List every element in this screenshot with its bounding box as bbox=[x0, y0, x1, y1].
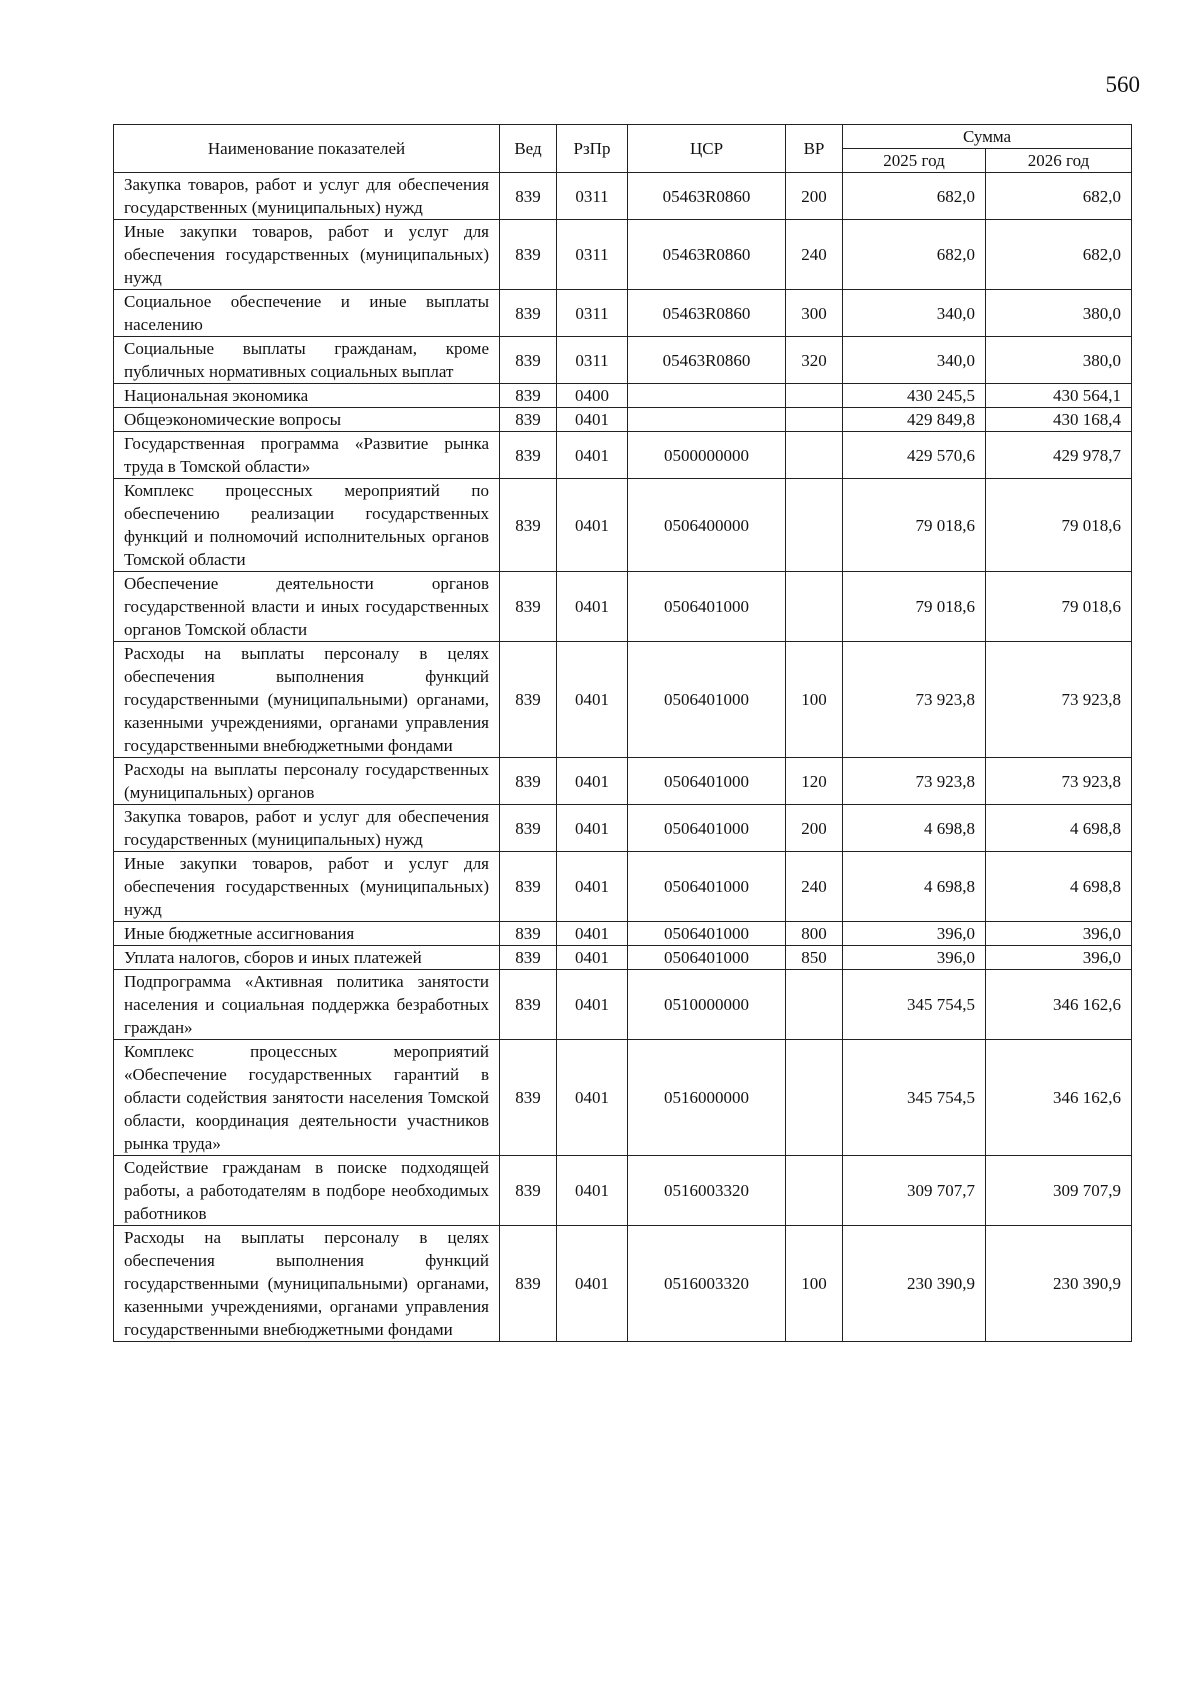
cell-csr: 05463R0860 bbox=[628, 220, 786, 290]
cell-y2026: 396,0 bbox=[986, 922, 1132, 946]
cell-name: Расходы на выплаты персоналу в целях обеспечения выполнения функций государственными (муниципальными) органами, казенными учреждениями, органами управления государственными внебюджетными фондами bbox=[114, 642, 500, 758]
cell-csr: 0500000000 bbox=[628, 432, 786, 479]
cell-csr: 0506401000 bbox=[628, 852, 786, 922]
cell-csr: 0506401000 bbox=[628, 758, 786, 805]
cell-ved: 839 bbox=[500, 220, 557, 290]
cell-name: Комплекс процессных мероприятий по обеспечению реализации государственных функций и полномочий исполнительных органов Томской области bbox=[114, 479, 500, 572]
cell-y2026: 396,0 bbox=[986, 946, 1132, 970]
cell-rzpr: 0401 bbox=[557, 1156, 628, 1226]
cell-ved: 839 bbox=[500, 384, 557, 408]
cell-rzpr: 0401 bbox=[557, 758, 628, 805]
cell-vr bbox=[786, 384, 843, 408]
cell-ved: 839 bbox=[500, 970, 557, 1040]
table-row bbox=[114, 384, 1132, 408]
cell-y2025: 429 849,8 bbox=[843, 408, 986, 432]
cell-name: Обеспечение деятельности органов государственной власти и иных государственных органов Томской области bbox=[114, 572, 500, 642]
cell-y2026: 682,0 bbox=[986, 173, 1132, 220]
cell-vr bbox=[786, 1156, 843, 1226]
budget-table bbox=[113, 124, 1132, 1342]
cell-y2026: 346 162,6 bbox=[986, 970, 1132, 1040]
cell-csr: 0506401000 bbox=[628, 572, 786, 642]
header-2025: 2025 год bbox=[843, 149, 986, 173]
cell-csr: 0506401000 bbox=[628, 922, 786, 946]
table-row bbox=[114, 173, 1132, 220]
cell-y2025: 340,0 bbox=[843, 290, 986, 337]
cell-rzpr: 0401 bbox=[557, 922, 628, 946]
cell-ved: 839 bbox=[500, 408, 557, 432]
cell-vr bbox=[786, 432, 843, 479]
cell-csr bbox=[628, 408, 786, 432]
cell-vr: 850 bbox=[786, 946, 843, 970]
cell-y2026: 4 698,8 bbox=[986, 805, 1132, 852]
cell-y2025: 73 923,8 bbox=[843, 642, 986, 758]
table-row bbox=[114, 479, 1132, 572]
table-row bbox=[114, 1040, 1132, 1156]
cell-y2025: 4 698,8 bbox=[843, 852, 986, 922]
cell-name: Иные бюджетные ассигнования bbox=[114, 922, 500, 946]
cell-vr bbox=[786, 408, 843, 432]
table-row bbox=[114, 1226, 1132, 1342]
cell-rzpr: 0401 bbox=[557, 432, 628, 479]
cell-y2026: 380,0 bbox=[986, 290, 1132, 337]
cell-ved: 839 bbox=[500, 173, 557, 220]
table-row bbox=[114, 970, 1132, 1040]
cell-name: Социальные выплаты гражданам, кроме публичных нормативных социальных выплат bbox=[114, 337, 500, 384]
cell-name: Подпрограмма «Активная политика занятости населения и социальная поддержка безработных граждан» bbox=[114, 970, 500, 1040]
cell-name: Иные закупки товаров, работ и услуг для обеспечения государственных (муниципальных) нужд bbox=[114, 852, 500, 922]
cell-name: Уплата налогов, сборов и иных платежей bbox=[114, 946, 500, 970]
cell-y2026: 430 168,4 bbox=[986, 408, 1132, 432]
cell-csr: 05463R0860 bbox=[628, 173, 786, 220]
cell-y2025: 4 698,8 bbox=[843, 805, 986, 852]
cell-rzpr: 0400 bbox=[557, 384, 628, 408]
cell-y2026: 346 162,6 bbox=[986, 1040, 1132, 1156]
cell-name: Иные закупки товаров, работ и услуг для обеспечения государственных (муниципальных) нужд bbox=[114, 220, 500, 290]
header-name: Наименование показателей bbox=[114, 125, 500, 173]
cell-y2026: 4 698,8 bbox=[986, 852, 1132, 922]
cell-csr: 0506400000 bbox=[628, 479, 786, 572]
table-row bbox=[114, 805, 1132, 852]
cell-y2025: 345 754,5 bbox=[843, 1040, 986, 1156]
cell-name: Общеэкономические вопросы bbox=[114, 408, 500, 432]
cell-y2026: 230 390,9 bbox=[986, 1226, 1132, 1342]
header-ved: Вед bbox=[500, 125, 557, 173]
cell-y2025: 230 390,9 bbox=[843, 1226, 986, 1342]
cell-y2026: 79 018,6 bbox=[986, 479, 1132, 572]
cell-name: Закупка товаров, работ и услуг для обеспечения государственных (муниципальных) нужд bbox=[114, 805, 500, 852]
cell-y2026: 429 978,7 bbox=[986, 432, 1132, 479]
cell-ved: 839 bbox=[500, 572, 557, 642]
header-csr: ЦСР bbox=[628, 125, 786, 173]
cell-y2025: 345 754,5 bbox=[843, 970, 986, 1040]
header-rzpr: РзПр bbox=[557, 125, 628, 173]
cell-ved: 839 bbox=[500, 1226, 557, 1342]
cell-ved: 839 bbox=[500, 337, 557, 384]
cell-ved: 839 bbox=[500, 922, 557, 946]
cell-name: Закупка товаров, работ и услуг для обеспечения государственных (муниципальных) нужд bbox=[114, 173, 500, 220]
cell-rzpr: 0401 bbox=[557, 805, 628, 852]
cell-y2026: 430 564,1 bbox=[986, 384, 1132, 408]
cell-y2025: 429 570,6 bbox=[843, 432, 986, 479]
cell-y2026: 309 707,9 bbox=[986, 1156, 1132, 1226]
table-row bbox=[114, 432, 1132, 479]
cell-csr: 05463R0860 bbox=[628, 290, 786, 337]
cell-rzpr: 0401 bbox=[557, 479, 628, 572]
cell-y2025: 396,0 bbox=[843, 946, 986, 970]
cell-csr: 0506401000 bbox=[628, 642, 786, 758]
cell-name: Социальное обеспечение и иные выплаты населению bbox=[114, 290, 500, 337]
table-row bbox=[114, 408, 1132, 432]
cell-y2025: 682,0 bbox=[843, 220, 986, 290]
cell-vr bbox=[786, 970, 843, 1040]
cell-y2025: 430 245,5 bbox=[843, 384, 986, 408]
cell-rzpr: 0401 bbox=[557, 408, 628, 432]
cell-csr: 0516003320 bbox=[628, 1226, 786, 1342]
cell-y2025: 79 018,6 bbox=[843, 479, 986, 572]
cell-csr: 0516003320 bbox=[628, 1156, 786, 1226]
cell-y2026: 73 923,8 bbox=[986, 758, 1132, 805]
cell-vr bbox=[786, 1040, 843, 1156]
cell-vr: 200 bbox=[786, 173, 843, 220]
cell-ved: 839 bbox=[500, 642, 557, 758]
cell-vr: 240 bbox=[786, 220, 843, 290]
cell-ved: 839 bbox=[500, 946, 557, 970]
cell-rzpr: 0401 bbox=[557, 946, 628, 970]
cell-y2025: 309 707,7 bbox=[843, 1156, 986, 1226]
cell-ved: 839 bbox=[500, 290, 557, 337]
cell-ved: 839 bbox=[500, 805, 557, 852]
page-number: 560 bbox=[1105, 72, 1140, 97]
cell-name: Содействие гражданам в поиске подходящей работы, а работодателям в подборе необходимых работников bbox=[114, 1156, 500, 1226]
cell-name: Комплекс процессных мероприятий «Обеспечение государственных гарантий в области содействия занятости населения Томской области, координация деятельности участников рынка труда» bbox=[114, 1040, 500, 1156]
table-row bbox=[114, 220, 1132, 290]
cell-y2026: 73 923,8 bbox=[986, 642, 1132, 758]
cell-csr: 05463R0860 bbox=[628, 337, 786, 384]
table-row bbox=[114, 337, 1132, 384]
table-row bbox=[114, 946, 1132, 970]
cell-name: Государственная программа «Развитие рынка труда в Томской области» bbox=[114, 432, 500, 479]
cell-vr: 800 bbox=[786, 922, 843, 946]
cell-ved: 839 bbox=[500, 1156, 557, 1226]
cell-vr: 320 bbox=[786, 337, 843, 384]
cell-rzpr: 0311 bbox=[557, 220, 628, 290]
cell-rzpr: 0401 bbox=[557, 970, 628, 1040]
cell-csr: 0516000000 bbox=[628, 1040, 786, 1156]
cell-rzpr: 0401 bbox=[557, 1226, 628, 1342]
cell-name: Расходы на выплаты персоналу в целях обеспечения выполнения функций государственными (муниципальными) органами, казенными учреждениями, органами управления государственными внебюджетными фондами bbox=[114, 1226, 500, 1342]
cell-vr: 100 bbox=[786, 1226, 843, 1342]
cell-y2025: 340,0 bbox=[843, 337, 986, 384]
cell-vr bbox=[786, 479, 843, 572]
table-body bbox=[114, 173, 1132, 1342]
cell-vr: 200 bbox=[786, 805, 843, 852]
cell-y2026: 79 018,6 bbox=[986, 572, 1132, 642]
cell-csr bbox=[628, 384, 786, 408]
cell-y2025: 73 923,8 bbox=[843, 758, 986, 805]
cell-rzpr: 0401 bbox=[557, 1040, 628, 1156]
header-2026: 2026 год bbox=[986, 149, 1132, 173]
cell-rzpr: 0401 bbox=[557, 642, 628, 758]
table-row bbox=[114, 852, 1132, 922]
cell-rzpr: 0311 bbox=[557, 337, 628, 384]
table-header bbox=[114, 125, 1132, 173]
header-sum: Сумма bbox=[843, 125, 1132, 149]
cell-y2025: 79 018,6 bbox=[843, 572, 986, 642]
cell-csr: 0510000000 bbox=[628, 970, 786, 1040]
table-row bbox=[114, 922, 1132, 946]
cell-rzpr: 0401 bbox=[557, 572, 628, 642]
table-row bbox=[114, 758, 1132, 805]
header-vr: ВР bbox=[786, 125, 843, 173]
cell-ved: 839 bbox=[500, 1040, 557, 1156]
cell-rzpr: 0401 bbox=[557, 852, 628, 922]
cell-vr bbox=[786, 572, 843, 642]
cell-vr: 300 bbox=[786, 290, 843, 337]
table-row bbox=[114, 642, 1132, 758]
cell-ved: 839 bbox=[500, 852, 557, 922]
cell-vr: 100 bbox=[786, 642, 843, 758]
cell-y2026: 682,0 bbox=[986, 220, 1132, 290]
cell-y2025: 682,0 bbox=[843, 173, 986, 220]
cell-ved: 839 bbox=[500, 432, 557, 479]
table-row bbox=[114, 572, 1132, 642]
cell-y2026: 380,0 bbox=[986, 337, 1132, 384]
table-row bbox=[114, 1156, 1132, 1226]
cell-csr: 0506401000 bbox=[628, 805, 786, 852]
cell-name: Расходы на выплаты персоналу государственных (муниципальных) органов bbox=[114, 758, 500, 805]
cell-ved: 839 bbox=[500, 758, 557, 805]
cell-ved: 839 bbox=[500, 479, 557, 572]
cell-name: Национальная экономика bbox=[114, 384, 500, 408]
cell-csr: 0506401000 bbox=[628, 946, 786, 970]
cell-rzpr: 0311 bbox=[557, 173, 628, 220]
cell-vr: 240 bbox=[786, 852, 843, 922]
cell-y2025: 396,0 bbox=[843, 922, 986, 946]
cell-rzpr: 0311 bbox=[557, 290, 628, 337]
cell-vr: 120 bbox=[786, 758, 843, 805]
table-row bbox=[114, 290, 1132, 337]
